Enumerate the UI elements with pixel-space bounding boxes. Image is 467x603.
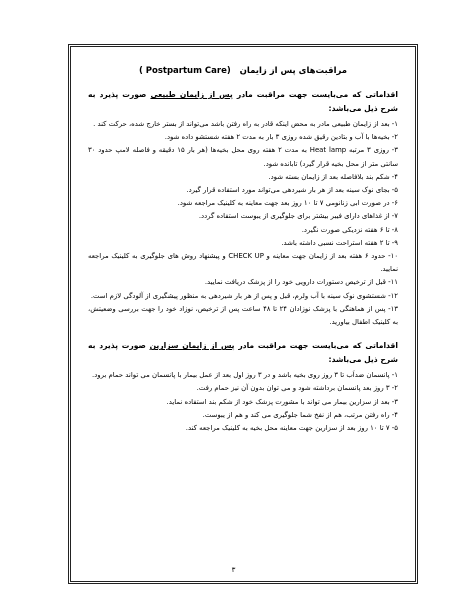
list-item: ۲- ۳ روز بعد پانسمان برداشته شود و می توان بدون آن نیز حمام رفت. bbox=[196, 384, 398, 393]
list-item: ۷- از غذاهای دارای فیبر بیشتر برای جلوگیری از یبوست استفاده گردد. bbox=[198, 212, 398, 221]
list-item: ۱- پانسمان ضداَب تا ۳ روز روی بخیه باشد و در ۳ روز اول بعد از عمل بیمار با پانسمان می تواند حمام برود. bbox=[92, 371, 398, 380]
section1-intro-text: اقداماتی که می‌بایست جهت مراقبت مادر bbox=[232, 90, 398, 99]
section2-intro-text: اقداماتی که می‌بایست جهت مراقبت مادر bbox=[234, 341, 399, 351]
list-item: ۴- شکم بند بلافاصله بعد از زایمان بسته شود. bbox=[268, 172, 398, 181]
list-item: ۵- ۷ تا ۱۰ روز بعد از سزارین جهت معاینه محل بخیه به کلینیک مراجعه کند. bbox=[185, 424, 398, 433]
list-item: ۳- بعد از سزارین بیمار می تواند با مشورت پزشک خود از شکم بند استفاده نماید. bbox=[166, 397, 398, 406]
page-number: ۳ bbox=[231, 566, 236, 574]
list-item: ۹- تا ۲ هفته استراحت نسبی داشته باشد. bbox=[281, 238, 398, 247]
page-title bbox=[88, 66, 398, 76]
list-item: ۴- راه رفتن مرتب، هم از نفخ شما جلوگیری می کند و هم از یبوست. bbox=[202, 410, 398, 419]
list-item: ۳- روزی ۳ مرتبه Heat lamp به مدت ۲ هفته روی محل بخیه‌ها (هر بار ۱۵ دقیقه و فاصله لامپ حدود ۳۰ سانتی متر از محل بخیه قرار گیرد) تابانده شود. bbox=[88, 146, 398, 168]
list-item: ۲- بخیه‌ها با آب و بتادین رقیق شده روزی ۳ بار به مدت ۲ هفته شستشو داده شود. bbox=[164, 133, 398, 142]
title-english: ( Postpartum Care) bbox=[138, 66, 231, 76]
section2-list bbox=[88, 369, 398, 435]
list-item: ۵- بجای نوک سینه بعد از هر بار شیردهی می‌تواند مورد استفاده قرار گیرد. bbox=[186, 186, 398, 195]
list-item: ۶- در صورت ابی زنانومی ۷ تا ۱۰ روز بعد جهت معاینه به کلینیک مراجعه شود. bbox=[177, 199, 398, 208]
section-gap bbox=[88, 329, 398, 339]
list-item: ۱۱- قبل از ترخیص دستورات دارویی خود را از پزشک دریافت نمایید. bbox=[204, 278, 398, 287]
title-persian: مراقبت‌های پس از زایمان bbox=[239, 66, 348, 76]
list-item: ۱۰- حدود ۶ هفته بعد از زایمان جهت معاینه و CHECK UP و پیشنهاد روش های جلوگیری به کلینیک مراجعه نمایید. bbox=[88, 252, 399, 274]
page-content bbox=[88, 66, 398, 435]
list-item: ۸- تا ۶ هفته نزدیکی صورت نگیرد. bbox=[301, 225, 398, 234]
section1-intro bbox=[88, 88, 398, 116]
list-item: ۱۳- پس از هماهنگی با پزشک نوزادان ۲۴ تا ۴۸ ساعت پس از ترخیص، نوزاد خود را جهت بررسی وضعیتش، به کلینیک اطفال بیاورید. bbox=[88, 304, 398, 327]
section2-intro-end: صورت پذیرد به شرح ذیل می‌باشد: bbox=[88, 341, 398, 365]
list-item: ۱۲- شستشوی نوک سینه با آب ولرم، قبل و پس از هر بار شیردهی به منظور پیشگیری از آلودگی لازم است. bbox=[90, 291, 398, 300]
section2-intro bbox=[88, 339, 398, 367]
section1-list bbox=[88, 118, 398, 329]
section1-intro-underline: پس از زایمان طبیعی bbox=[150, 90, 233, 99]
list-item: ۱- بعد از زایمان طبیعی مادر به محض اینکه قادر به راه رفتن باشد می‌تواند از بستر خارج شده، حرکت کند . bbox=[93, 120, 398, 128]
section1-intro-end: صورت پذیرد به شرح ذیل می‌باشد: bbox=[88, 90, 398, 113]
section2-intro-underline: پس از زایمان سزارین bbox=[149, 341, 235, 351]
